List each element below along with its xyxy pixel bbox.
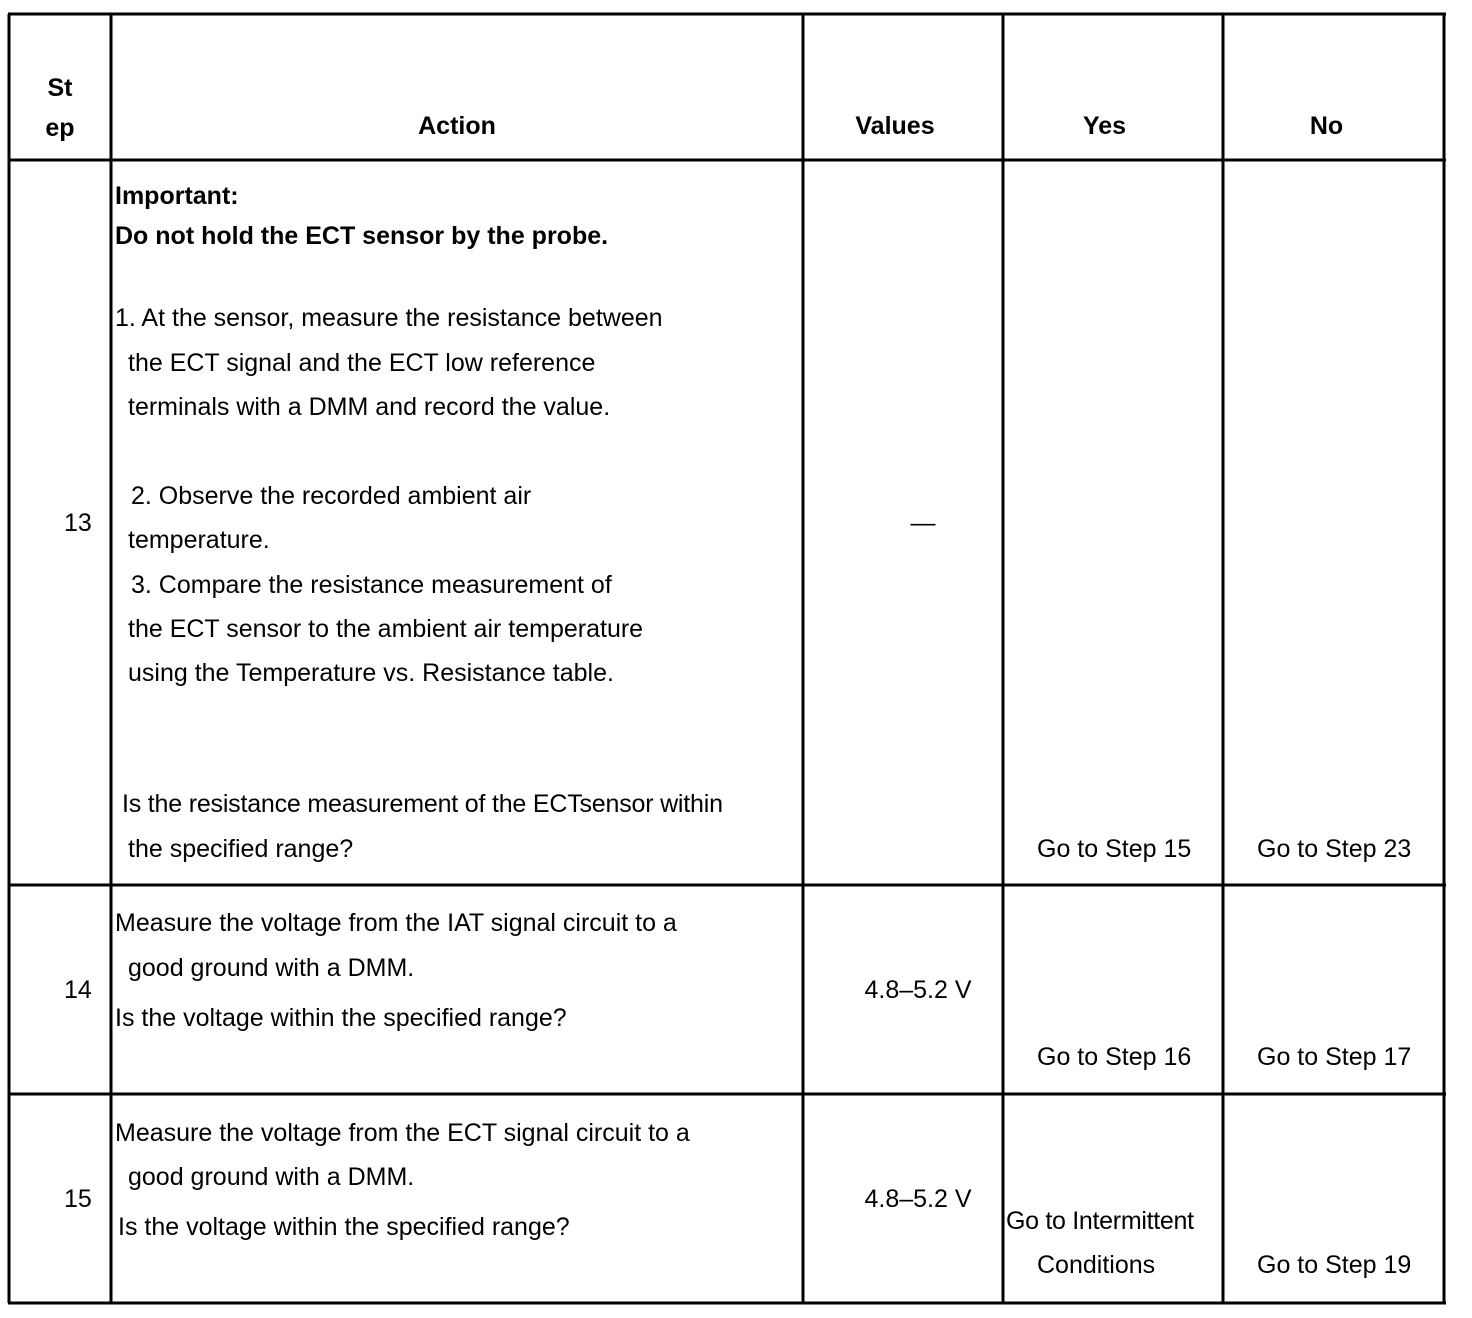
action-line: temperature. bbox=[128, 526, 270, 554]
action-line: Is the voltage within the specified range? bbox=[115, 1004, 567, 1032]
step-number: 13 bbox=[64, 509, 92, 537]
header-step-line1: St bbox=[47, 74, 73, 102]
value-cell: 4.8–5.2 V bbox=[864, 1185, 972, 1213]
action-line: the ECT sensor to the ambient air temperature bbox=[128, 615, 644, 643]
no-cell: Go to Step 17 bbox=[1257, 1043, 1412, 1071]
action-line: Measure the voltage from the IAT signal circuit to a bbox=[115, 909, 677, 937]
header-no: No bbox=[1309, 112, 1344, 140]
action-line: Is the voltage within the specified range? bbox=[118, 1213, 570, 1241]
value-cell: 4.8–5.2 V bbox=[864, 976, 972, 1004]
yes-cell: Go to Step 15 bbox=[1037, 835, 1192, 863]
action-line: good ground with a DMM. bbox=[128, 1163, 415, 1191]
action-line: good ground with a DMM. bbox=[128, 954, 415, 982]
action-line: terminals with a DMM and record the value. bbox=[128, 393, 611, 421]
header-step-line2: ep bbox=[45, 114, 75, 142]
action-line: Measure the voltage from the ECT signal circuit to a bbox=[115, 1119, 690, 1147]
header-yes: Yes bbox=[1082, 112, 1127, 140]
value-cell: — bbox=[910, 509, 936, 537]
action-line: the specified range? bbox=[128, 835, 354, 863]
no-cell: Go to Step 19 bbox=[1257, 1251, 1412, 1279]
yes-cell: Go to Intermittent bbox=[1006, 1207, 1194, 1235]
action-line: Is the resistance measurement of the ECTsensor within bbox=[122, 790, 723, 818]
important-text: Do not hold the ECT sensor by the probe. bbox=[115, 222, 609, 250]
step-number: 14 bbox=[64, 976, 92, 1004]
important-title: Important: bbox=[115, 182, 239, 210]
yes-cell: Conditions bbox=[1037, 1251, 1156, 1279]
header-values: Values bbox=[855, 112, 935, 140]
action-line: 3. Compare the resistance measurement of bbox=[131, 571, 612, 599]
no-cell: Go to Step 23 bbox=[1257, 835, 1412, 863]
step-number: 15 bbox=[64, 1185, 92, 1213]
action-line: using the Temperature vs. Resistance table. bbox=[128, 659, 614, 687]
yes-cell: Go to Step 16 bbox=[1037, 1043, 1192, 1071]
action-line: the ECT signal and the ECT low reference bbox=[128, 349, 596, 377]
header-action: Action bbox=[418, 112, 496, 140]
action-line: 1. At the sensor, measure the resistance between bbox=[115, 304, 663, 332]
action-line: 2. Observe the recorded ambient air bbox=[131, 482, 532, 510]
